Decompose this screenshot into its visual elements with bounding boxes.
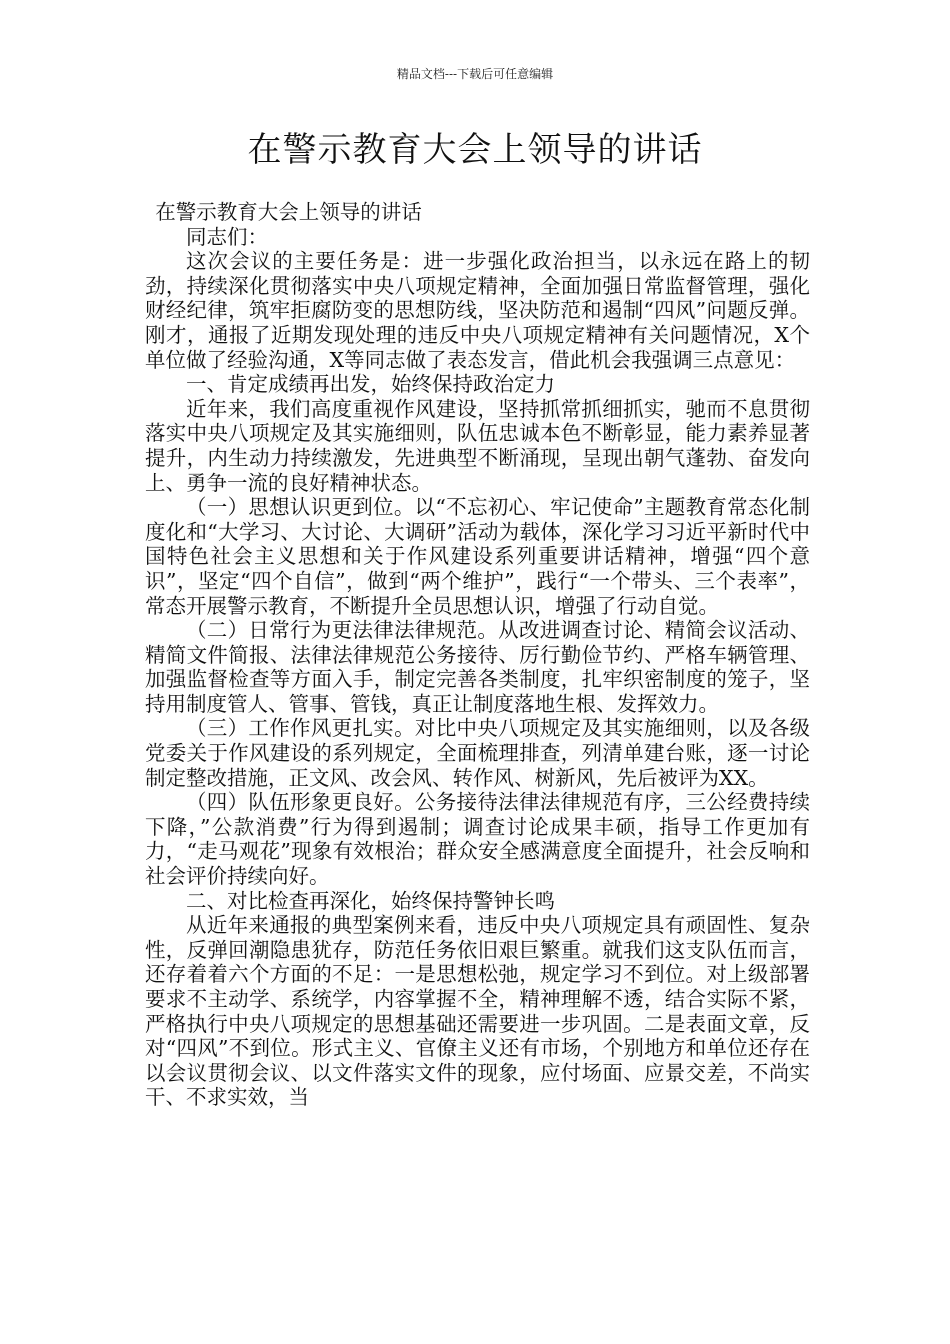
paragraph: （二）日常行为更法律法律规范。从改进调查讨论、精简会议活动、精简文件简报、法律法律规范公务接待、厉行勤俭节约、严格车辆管理、加强监督检查等方面入手，制定完善各类制度，扎牢织密制度的笼子，坚持用制度管人、管事、管钱，真正让制度落地生根、发挥效力。: [145, 618, 810, 716]
paragraph: 近年来，我们高度重视作风建设，坚持抓常抓细抓实，驰而不息贯彻落实中央八项规定及其实施细则，队伍忠诚本色不断彰显，能力素养显著提升，内生动力持续激发，先进典型不断涌现，呈现出朝气蓬勃、奋发向上、勇争一流的良好精神状态。: [145, 396, 810, 495]
paragraph: （四）队伍形象更良好。公务接待法律法律规范有序，三公经费持续下降，”公款消费”行为得到遏制；调查讨论成果丰硕，指导工作更加有力，“走马观花”现象有效根治；群众安全感满意度全面提升，社会反响和社会评价持续向好。: [145, 790, 810, 889]
document-title: 在警示教育大会上领导的讲话: [247, 130, 703, 170]
paragraph-intro: 这次会议的主要任务是：进一步强化政治担当，以永远在路上的韧劲，持续深化贯彻落实中央八项规定精神，全面加强日常监督管理，强化财经纪律，筑牢拒腐防变的思想防线，坚决防范和遏制“四风”问题反弹。刚才，通报了近期发现处理的违反中央八项规定精神有关问题情况，X个单位做了经验沟通，X等同志做了表态发言，借此机会我强调三点意见：: [145, 249, 810, 372]
salutation: 同志们：: [186, 224, 268, 249]
paragraph: 从近年来通报的典型案例来看，违反中央八项规定具有顽固性、复杂性，反弹回潮隐患犹存，防范任务依旧艰巨繁重。就我们这支队伍而言，还存着着六个方面的不足：一是思想松弛，规定学习不到位。对上级部署要求不主动学、系统学，内容掌握不全，精神理解不透，结合实际不紧，严格执行中央八项规定的思想基础还需要进一步巩固。二是表面文章，反对“四风”不到位。形式主义、官僚主义还有市场，个别地方和单位还存在以会议贯彻会议、以文件落实文件的现象，应付场面、应景交差，不尚实干、不求实效，当: [145, 913, 810, 1110]
paragraph: （三）工作作风更扎实。对比中央八项规定及其实施细则，以及各级党委关于作风建设的系列规定，全面梳理排查，列清单建台账，逐一讨论制定整改措施，正文风、改会风、转作风、树新风，先后被评为XX。: [145, 716, 810, 790]
section-heading-1: 一、肯定成绩再出发，始终保持政治定力: [186, 372, 555, 397]
document-body: [145, 200, 810, 1110]
body-subtitle: 在警示教育大会上领导的讲话: [155, 200, 422, 224]
section-heading-2: 二、对比检查再深化，始终保持警钟长鸣: [186, 888, 555, 913]
header-note: 精品文档---下载后可任意编辑: [396, 67, 554, 81]
paragraph: （一）思想认识更到位。以“不忘初心、牢记使命”主题教育常态化制度化和“大学习、大讨论、大调研”活动为载体，深化学习习近平新时代中国特色社会主义思想和关于作风建设系列重要讲话精神，增强“四个意识”，坚定“四个自信”，做到“两个维护”，践行“一个带头、三个表率”，常态开展警示教育，不断提升全员思想认识，增强了行动自觉。: [145, 495, 810, 618]
